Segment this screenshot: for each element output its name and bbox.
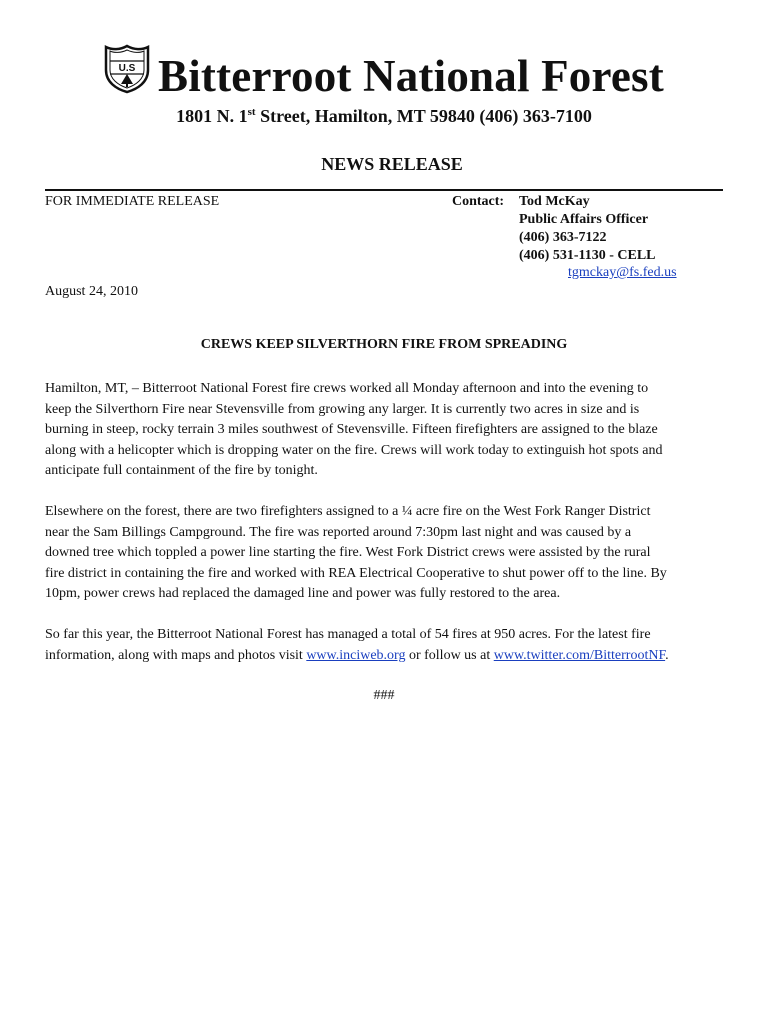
- paragraph-line: burning in steep, rocky terrain 3 miles southwest of Stevensville. Fifteen firefighters are assigned to the blaze: [45, 422, 658, 437]
- shield-lettering: U.S: [118, 63, 136, 74]
- masthead: [104, 44, 704, 104]
- paragraph-line: anticipate full containment of the fire by tonight.: [45, 463, 318, 478]
- release-date: August 24, 2010: [45, 284, 138, 299]
- paragraph-3: [45, 625, 725, 666]
- paragraph-line: keep the Silverthorn Fire near Stevensville from growing any larger. It is currently two acres in size and is: [45, 401, 640, 417]
- end-mark: ###: [373, 688, 395, 703]
- immediate-release-label: FOR IMMEDIATE RELEASE: [45, 194, 220, 209]
- usda-forest-service-shield-icon: [104, 44, 150, 94]
- paragraph-line: 10pm, power crews had replaced the damaged line and power was fully restored to the area.: [45, 586, 561, 601]
- contact-email-link[interactable]: tgmckay@fs.fed.us: [568, 265, 677, 280]
- twitter-link[interactable]: www.twitter.com/BitterrootNF: [493, 647, 666, 663]
- paragraph-line: [45, 646, 725, 667]
- forest-title: Bitterroot National Forest: [158, 51, 664, 101]
- inciweb-link[interactable]: www.inciweb.org: [306, 647, 406, 663]
- address-part: Street, Hamilton, MT 59840 (406) 363-7100: [255, 106, 592, 126]
- contact-cell: (406) 531-1130 - CELL: [519, 248, 656, 263]
- paragraph-2: [45, 502, 725, 605]
- contact-title: Public Affairs Officer: [519, 212, 649, 227]
- paragraph-text: information, along with maps and photos visit: [45, 647, 307, 663]
- contact-name: Tod McKay: [519, 194, 590, 209]
- paragraph-line: Hamilton, MT, – Bitterroot National Forest fire crews worked all Monday afternoon and into the evening to: [45, 381, 649, 396]
- contact-phone: (406) 363-7122: [519, 230, 607, 245]
- contact-block: [519, 193, 656, 265]
- headline: CREWS KEEP SILVERTHORN FIRE FROM SPREADING: [200, 337, 568, 352]
- paragraph-line: downed tree which toppled a power line starting the fire. West Fork District crews were assisted by the rural: [45, 545, 651, 560]
- paragraph-line: fire district in containing the fire and worked with REA Electrical Cooperative to shut power off to the line. By: [45, 565, 667, 581]
- news-release-heading: NEWS RELEASE: [321, 154, 463, 174]
- address-superscript: st: [247, 106, 256, 118]
- paragraph-line: So far this year, the Bitterroot National Forest has managed a total of 54 fires at 950 acres. For the latest fire: [45, 627, 651, 642]
- paragraph-text: .: [665, 647, 669, 663]
- paragraph-line: Elsewhere on the forest, there are two firefighters assigned to a ¼ acre fire on the West Fork Ranger District: [45, 504, 651, 519]
- paragraph-1: [45, 379, 725, 482]
- paragraph-line: along with a helicopter which is dropping water on the fire. Crews will work today to extinguish hot spots and: [45, 442, 663, 458]
- contact-label: Contact:: [452, 194, 505, 209]
- address-line: [0, 104, 768, 128]
- divider-rule: [45, 189, 723, 191]
- address-part: 1801 N. 1: [176, 106, 248, 126]
- paragraph-line: near the Sam Billings Campground. The fire was reported around 7:30pm last night and was caused by a: [45, 524, 632, 540]
- paragraph-text: or follow us at: [405, 647, 494, 663]
